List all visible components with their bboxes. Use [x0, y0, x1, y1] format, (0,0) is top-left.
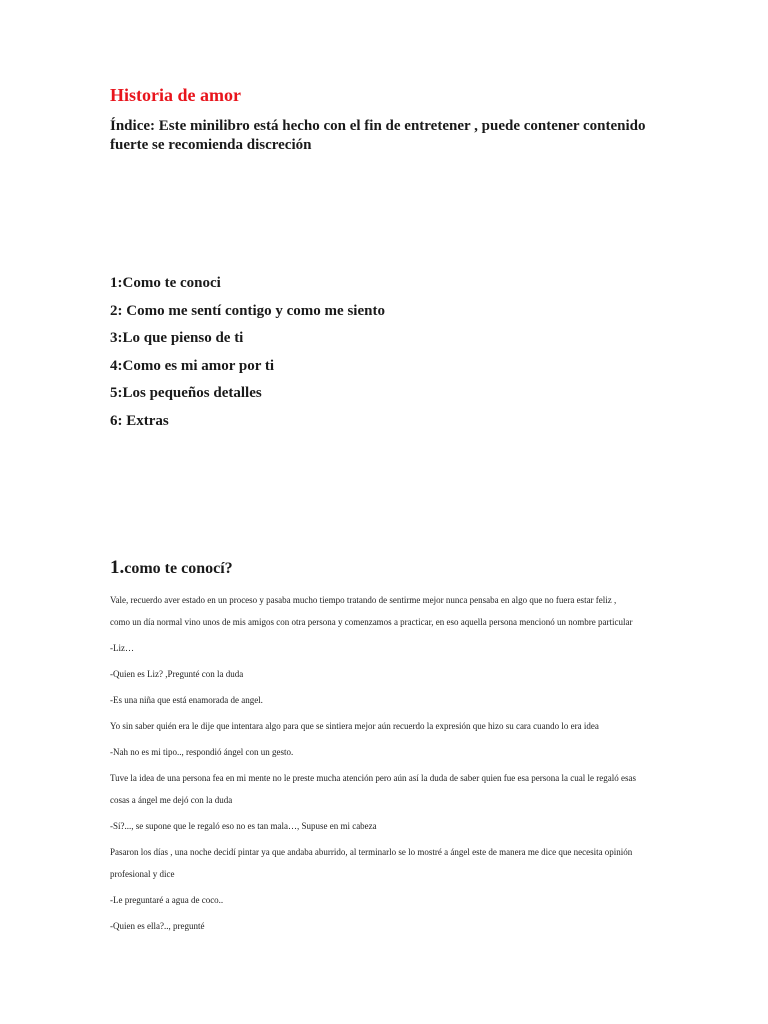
- toc-item-4: 4:Como es mi amor por ti: [110, 357, 275, 374]
- paragraph: -Liz…: [110, 643, 134, 653]
- paragraph: como un día normal vino unos de mis amigos con otra persona y comenzamos a practicar, en eso aquella persona mencionó un nombre particular: [110, 617, 633, 627]
- paragraph: Vale, recuerdo aver estado en un proceso y pasaba mucho tiempo tratando de sentirme mejor nunca pensaba en algo que no fuera estar feliz ,: [110, 595, 617, 605]
- paragraph: -Sí?..., se supone que le regaló eso no es tan mala…, Supuse en mi cabeza: [110, 821, 377, 831]
- toc-item-5: 5:Los pequeños detalles: [110, 385, 262, 401]
- paragraph: -Quien es Liz? ,Pregunté con la duda: [110, 669, 244, 679]
- paragraph: Pasaron los días , una noche decidí pintar ya que andaba aburrido, al terminarlo se lo mostré a ángel este de manera me dice que necesita opinión: [110, 847, 633, 857]
- toc-item-2: 2: Como me sentí contigo y como me siento: [110, 302, 385, 319]
- section-heading: [110, 557, 233, 579]
- paragraph: -Quien es ella?.., pregunté: [110, 921, 205, 931]
- index-intro: Índice: Este minilibro está hecho con el fin de entretener , puede contener contenido fuerte se recomienda discreción: [110, 118, 646, 153]
- toc-item-3: 3:Lo que pienso de ti: [110, 330, 244, 346]
- paragraph: -Es una niña que está enamorada de angel.: [110, 695, 263, 705]
- paragraph: Tuve la idea de una persona fea en mi mente no le preste mucha atención pero aún así la duda de saber quien fue esa persona la cual le regaló esas: [110, 773, 636, 783]
- paragraph: profesional y dice: [110, 869, 175, 879]
- paragraph: -Le preguntaré a agua de coco..: [110, 895, 224, 905]
- table-of-contents: [110, 273, 385, 438]
- paragraph: -Nah no es mi tipo.., respondió ángel con un gesto.: [110, 747, 294, 757]
- toc-item-6: 6: Extras: [110, 412, 169, 429]
- toc-item-1: 1:Como te conoci: [110, 275, 221, 291]
- section-title: como te conocí?: [124, 560, 233, 577]
- paragraph: Yo sin saber quién era le dije que intentara algo para que se sintiera mejor aún recuerdo la expresión que hizo su cara cuando lo era idea: [110, 721, 599, 731]
- document-title: Historia de amor: [110, 85, 241, 105]
- paragraph: cosas a ángel me dejó con la duda: [110, 795, 233, 805]
- section-number: 1.: [110, 557, 125, 578]
- story-body: [110, 589, 670, 937]
